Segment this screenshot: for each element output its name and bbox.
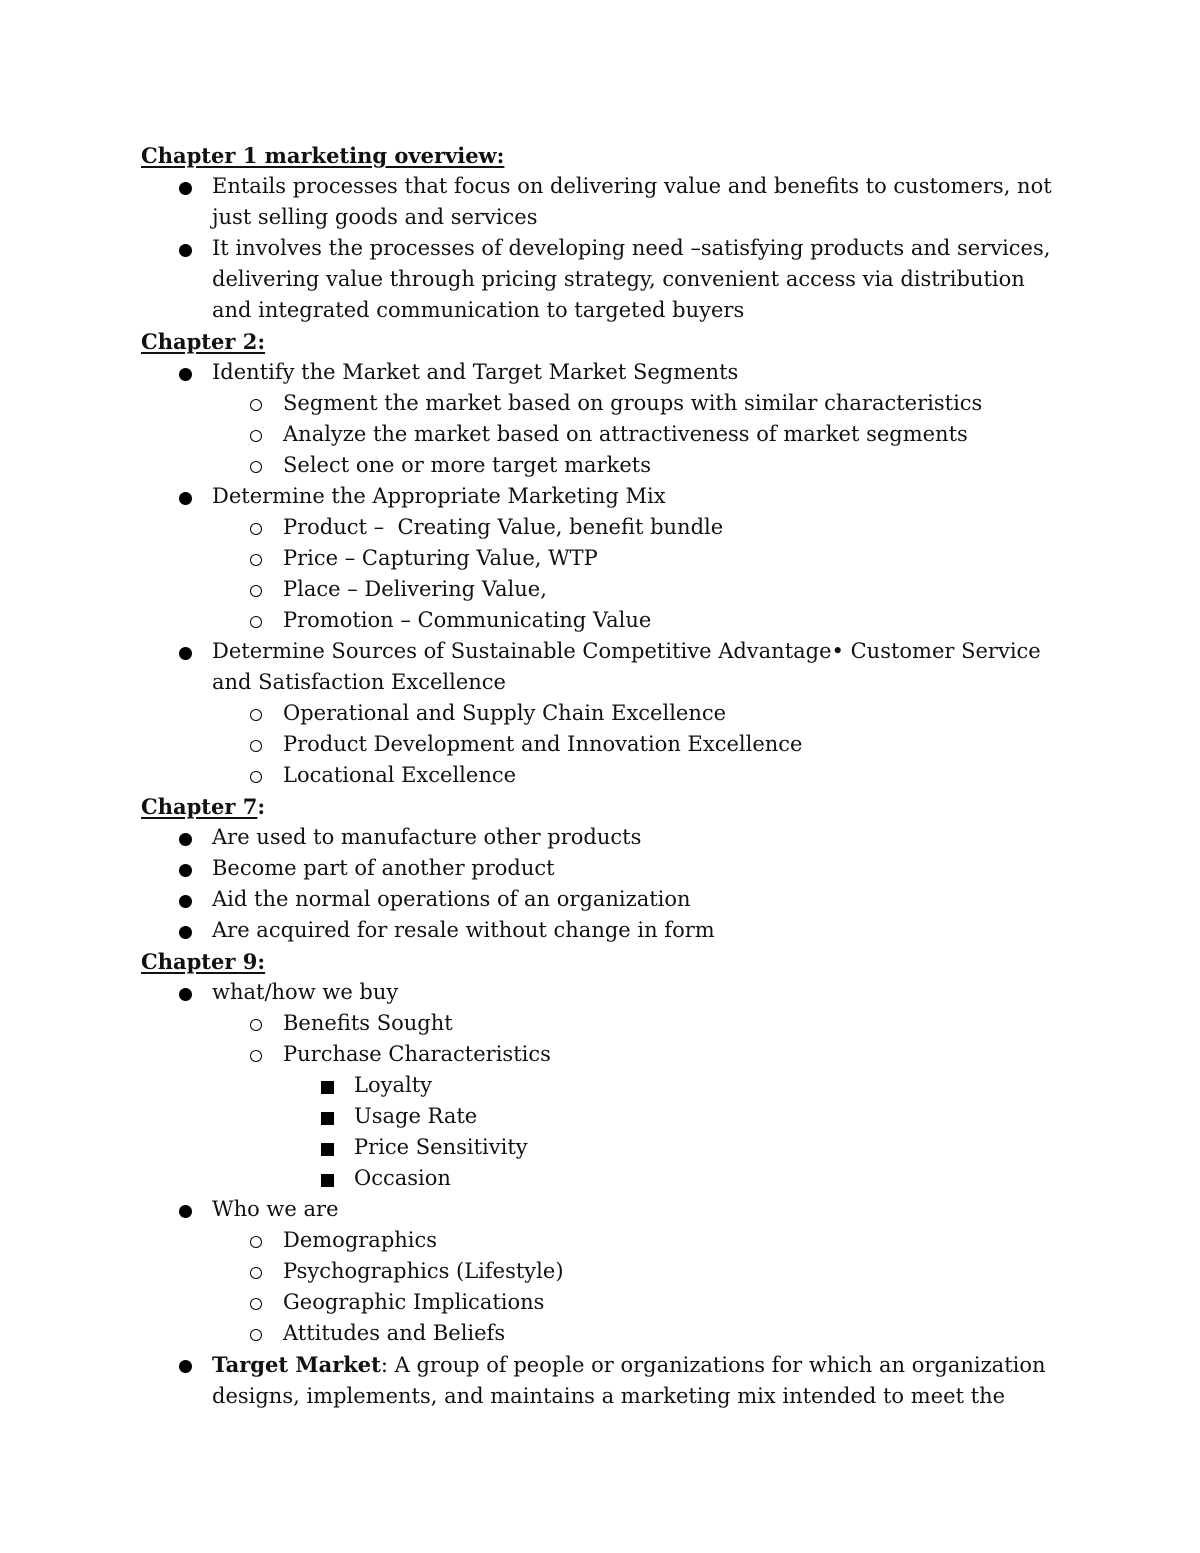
bullet-icon	[179, 244, 192, 257]
chapter-9-list	[141, 977, 1061, 1412]
hollow-bullet-icon	[250, 1298, 262, 1310]
hollow-bullet-icon	[250, 523, 262, 535]
hollow-bullet-icon	[250, 1267, 262, 1279]
sub-sublist-item: Loyalty	[283, 1070, 1061, 1101]
hollow-bullet-icon	[250, 461, 262, 473]
sub-sublist-item: Occasion	[283, 1163, 1061, 1194]
sublist-item: Segment the market based on groups with similar characteristics	[212, 388, 1061, 419]
sublist-item: Product – Creating Value, benefit bundle	[212, 512, 1061, 543]
list-item: Determine Sources of Sustainable Competitive Advantage• Customer Service and Satisfaction Excellence Operational and Supply Chain Excellence Product Development and Innovation Excellence Locational Excellence	[141, 636, 1061, 791]
sublist-item: Geographic Implications	[212, 1287, 1061, 1318]
hollow-bullet-icon	[250, 554, 262, 566]
sublist-item: Select one or more target markets	[212, 450, 1061, 481]
sublist	[212, 1225, 1061, 1349]
square-bullet-icon	[321, 1081, 334, 1094]
chapter-7-heading: Chapter 7:	[141, 794, 266, 819]
bullet-icon	[179, 926, 192, 939]
bullet-icon	[179, 647, 192, 660]
list-item: Become part of another product	[141, 853, 1061, 884]
chapter-2-list	[141, 357, 1061, 791]
bullet-icon	[179, 895, 192, 908]
chapter-1-heading: Chapter 1 marketing overview:	[141, 143, 505, 168]
chapter-7-list	[141, 822, 1061, 946]
hollow-bullet-icon	[250, 709, 262, 721]
hollow-bullet-icon	[250, 430, 262, 442]
term-label: Target Market	[212, 1352, 381, 1377]
sublist-item: Analyze the market based on attractiveness of market segments	[212, 419, 1061, 450]
bullet-icon	[179, 1360, 192, 1373]
hollow-bullet-icon	[250, 1019, 262, 1031]
hollow-bullet-icon	[250, 740, 262, 752]
hollow-bullet-icon	[250, 1236, 262, 1248]
sub-sublist	[283, 1070, 1061, 1194]
sub-sublist-item: Usage Rate	[283, 1101, 1061, 1132]
sublist-item: Product Development and Innovation Excellence	[212, 729, 1061, 760]
sublist-item: Psychographics (Lifestyle)	[212, 1256, 1061, 1287]
sub-sublist-item: Price Sensitivity	[283, 1132, 1061, 1163]
hollow-bullet-icon	[250, 616, 262, 628]
square-bullet-icon	[321, 1174, 334, 1187]
list-item: Aid the normal operations of an organization	[141, 884, 1061, 915]
bullet-icon	[179, 182, 192, 195]
chapter-1-list	[141, 171, 1061, 326]
list-item: Are acquired for resale without change in form	[141, 915, 1061, 946]
sublist	[212, 388, 1061, 481]
bullet-icon	[179, 492, 192, 505]
sublist	[212, 512, 1061, 636]
list-item: It involves the processes of developing need –satisfying products and services, delivering value through pricing strategy, convenient access via distribution and integrated communication to targeted buyers	[141, 233, 1061, 326]
sublist-item: Benefits Sought	[212, 1008, 1061, 1039]
sublist-item: Promotion – Communicating Value	[212, 605, 1061, 636]
list-item: Identify the Market and Target Market Segments Segment the market based on groups with similar characteristics Analyze the market based on attractiveness of market segments Select one or more target markets	[141, 357, 1061, 481]
list-item: Determine the Appropriate Marketing Mix Product – Creating Value, benefit bundle Price – Capturing Value, WTP Place – Delivering Value, Promotion – Communicating Value	[141, 481, 1061, 636]
list-item: what/how we buy Benefits Sought Purchase Characteristics Loyalty Usage Rate Price Sensitivity Occasion	[141, 977, 1061, 1194]
sublist-item: Attitudes and Beliefs	[212, 1318, 1061, 1349]
notes-content	[141, 140, 1061, 1412]
hollow-bullet-icon	[250, 1329, 262, 1341]
list-item: Who we are Demographics Psychographics (Lifestyle) Geographic Implications Attitudes and Beliefs	[141, 1194, 1061, 1349]
hollow-bullet-icon	[250, 399, 262, 411]
bullet-icon	[179, 833, 192, 846]
sublist-item: Demographics	[212, 1225, 1061, 1256]
bullet-icon	[179, 988, 192, 1001]
bullet-icon	[179, 368, 192, 381]
list-item: Target Market: A group of people or organizations for which an organization designs, implements, and maintains a marketing mix intended to meet the	[141, 1349, 1061, 1412]
square-bullet-icon	[321, 1112, 334, 1125]
bullet-icon	[179, 1205, 192, 1218]
chapter-9-heading: Chapter 9:	[141, 949, 266, 974]
list-item: Entails processes that focus on delivering value and benefits to customers, not just selling goods and services	[141, 171, 1061, 233]
sublist-item: Place – Delivering Value,	[212, 574, 1061, 605]
hollow-bullet-icon	[250, 585, 262, 597]
sublist	[212, 1008, 1061, 1194]
sublist-item: Operational and Supply Chain Excellence	[212, 698, 1061, 729]
square-bullet-icon	[321, 1143, 334, 1156]
hollow-bullet-icon	[250, 1050, 262, 1062]
chapter-2-heading: Chapter 2:	[141, 329, 266, 354]
sublist	[212, 698, 1061, 791]
sublist-item: Locational Excellence	[212, 760, 1061, 791]
sublist-item: Price – Capturing Value, WTP	[212, 543, 1061, 574]
list-item: Are used to manufacture other products	[141, 822, 1061, 853]
bullet-icon	[179, 864, 192, 877]
hollow-bullet-icon	[250, 771, 262, 783]
sublist-item: Purchase Characteristics Loyalty Usage Rate Price Sensitivity Occasion	[212, 1039, 1061, 1194]
